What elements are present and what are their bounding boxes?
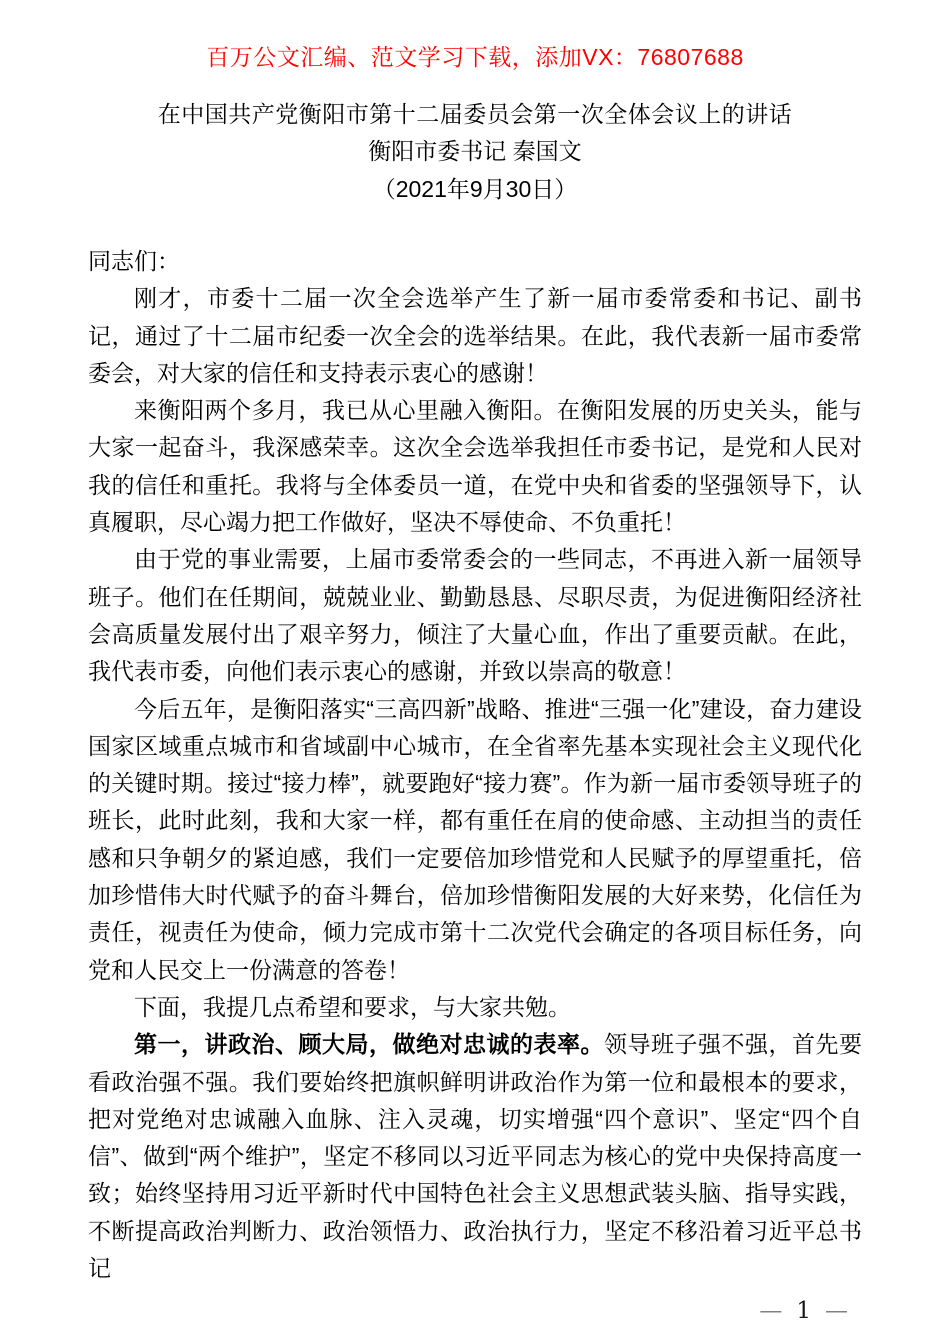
page-number-right-dash: — — [825, 1298, 848, 1324]
document-body — [88, 243, 862, 1287]
page-number-left-dash: — — [759, 1298, 783, 1324]
page-number: 1 — [796, 1298, 811, 1324]
paragraph: 刚才，市委十二届一次全会选举产生了新一届市委常委和书记、副书记，通过了十二届市纪委一次全会的选举结果。在此，我代表新一届市委常委会，对大家的信任和支持表示衷心的感谢！ — [88, 285, 862, 386]
paragraph — [88, 1026, 862, 1287]
document-author: 衡阳市委书记 秦国文 — [368, 138, 582, 165]
page-number-footer — [759, 1298, 848, 1324]
paragraph: 今后五年，是衡阳落实“三高四新”战略、推进“三强一化”建设，奋力建设国家区域重点城市和省域副中心城市，在全省率先基本实现社会主义现代化的关键时期。接过“接力棒”，就要跑好“接力赛”。作为新一届市委领导班子的班长，此时此刻，我和大家一样，都有重任在肩的使命感、主动担当的责任感和只争朝夕的紧迫感，我们一定要倍加珍惜党和人民赋予的厚望重托，倍加珍惜伟大时代赋予的奋斗舞台，倍加珍惜衡阳发展的大好来势，化信任为责任，视责任为使命，倾力完成市第十二次党代会确定的各项目标任务，向党和人民交上一份满意的答卷！ — [88, 695, 862, 983]
salutation: 同志们： — [88, 248, 180, 274]
title-block — [88, 96, 862, 208]
paragraph-text: 领导班子强不强，首先要看政治强不强。我们要始终把旗帜鲜明讲政治作为第一位和最根本的要求，把对党绝对忠诚融入血脉、注入灵魂，切实增强“四个意识”、坚定“四个自信”、做到“两个维护”，坚定不移同以习近平同志为核心的党中央保持高度一致；始终坚持用习近平新时代中国特色社会主义思想武装头脑、指导实践，不断提高政治判断力、政治领悟力、政治执行力，坚定不移沿着习近平总书记 — [88, 1031, 862, 1282]
document-title: 在中国共产党衡阳市第十二届委员会第一次全体会议上的讲话 — [157, 101, 793, 127]
document-date: （2021年9月30日） — [372, 175, 578, 202]
paragraph-bold-lead: 第一，讲政治、顾大局，做绝对忠诚的表率。 — [134, 1031, 604, 1058]
promo-banner: 百万公文汇编、范文学习下载，添加VX：76807688 — [206, 44, 744, 70]
paragraph: 来衡阳两个多月，我已从心里融入衡阳。在衡阳发展的历史关头，能与大家一起奋斗，我深感荣幸。这次全会选举我担任市委书记，是党和人民对我的信任和重托。我将与全体委员一道，在党中央和省委的坚强领导下，认真履职，尽心竭力把工作做好，坚决不辱使命、不负重托！ — [88, 397, 862, 536]
paragraph: 由于党的事业需要，上届市委常委会的一些同志，不再进入新一届领导班子。他们在任期间，兢兢业业、勤勤恳恳、尽职尽责，为促进衡阳经济社会高质量发展付出了艰辛努力，倾注了大量心血，作出了重要贡献。在此，我代表市委，向他们表示衷心的感谢，并致以崇高的敬意！ — [88, 546, 862, 685]
paragraph: 下面，我提几点希望和要求，与大家共勉。 — [134, 993, 571, 1020]
